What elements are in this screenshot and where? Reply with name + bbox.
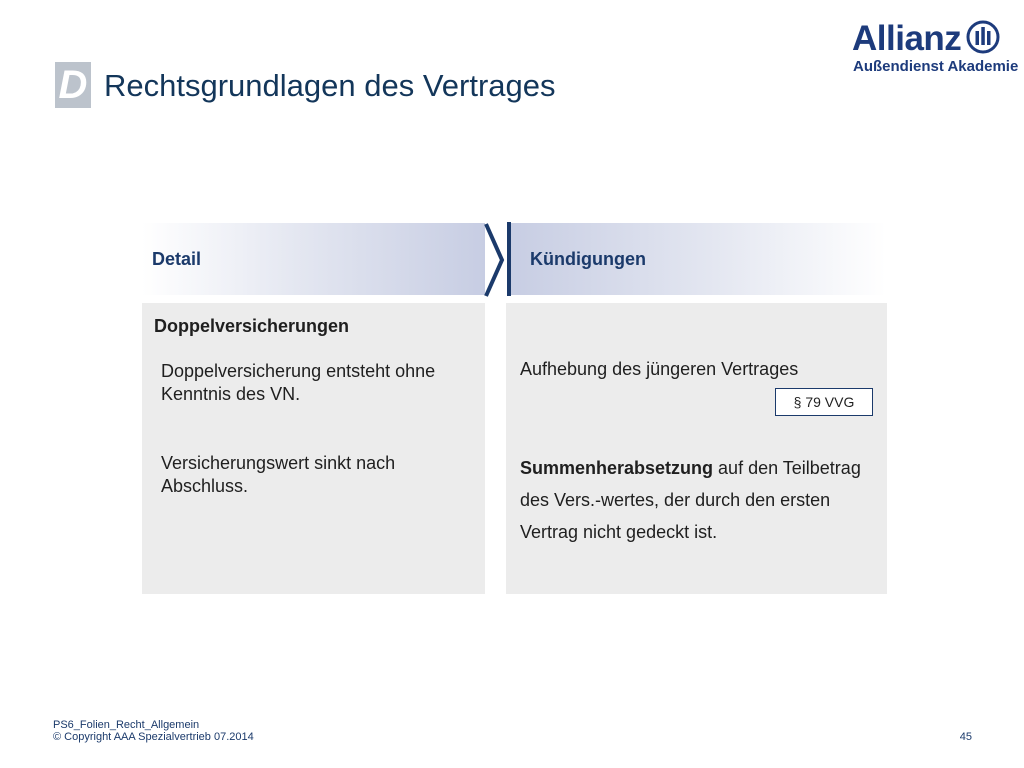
footer-filename: PS6_Folien_Recht_Allgemein bbox=[53, 719, 200, 731]
reference-tag: § 79 VVG bbox=[775, 388, 873, 416]
panel-heading: Doppelversicherungen bbox=[154, 316, 350, 336]
allianz-emblem-icon bbox=[966, 20, 1000, 54]
chevron-right-icon bbox=[480, 222, 514, 298]
left-point-2: Versicherungswert sinkt nach Abschluss. bbox=[161, 453, 396, 496]
left-panel bbox=[142, 303, 485, 594]
kuendigungen-label: Kündigungen bbox=[530, 249, 646, 269]
detail-label: Detail bbox=[152, 249, 202, 269]
right-point-2-text: auf den Teilbetrag des Vers.-wertes, der durch den ersten Vertrag nicht gedeckt ist. bbox=[520, 458, 861, 542]
right-point-2 bbox=[520, 452, 875, 548]
footer-copyright: © Copyright AAA Spezialvertrieb 07.2014 bbox=[53, 731, 254, 743]
left-point-1: Doppelversicherung entsteht ohne Kenntnis des VN. bbox=[161, 361, 436, 404]
right-point-2-bold: Summenherabsetzung bbox=[520, 458, 714, 478]
slide-title: Rechtsgrundlagen des Vertrages bbox=[104, 68, 556, 103]
page-number: 45 bbox=[959, 731, 972, 743]
section-badge: D bbox=[55, 62, 91, 108]
right-point-1: Aufhebung des jüngeren Vertrages bbox=[520, 359, 799, 379]
logo-subtitle: Außendienst Akademie bbox=[853, 58, 1019, 75]
allianz-logo bbox=[852, 18, 1019, 78]
right-panel bbox=[506, 303, 887, 594]
logo-wordmark: Allianz bbox=[852, 19, 962, 58]
